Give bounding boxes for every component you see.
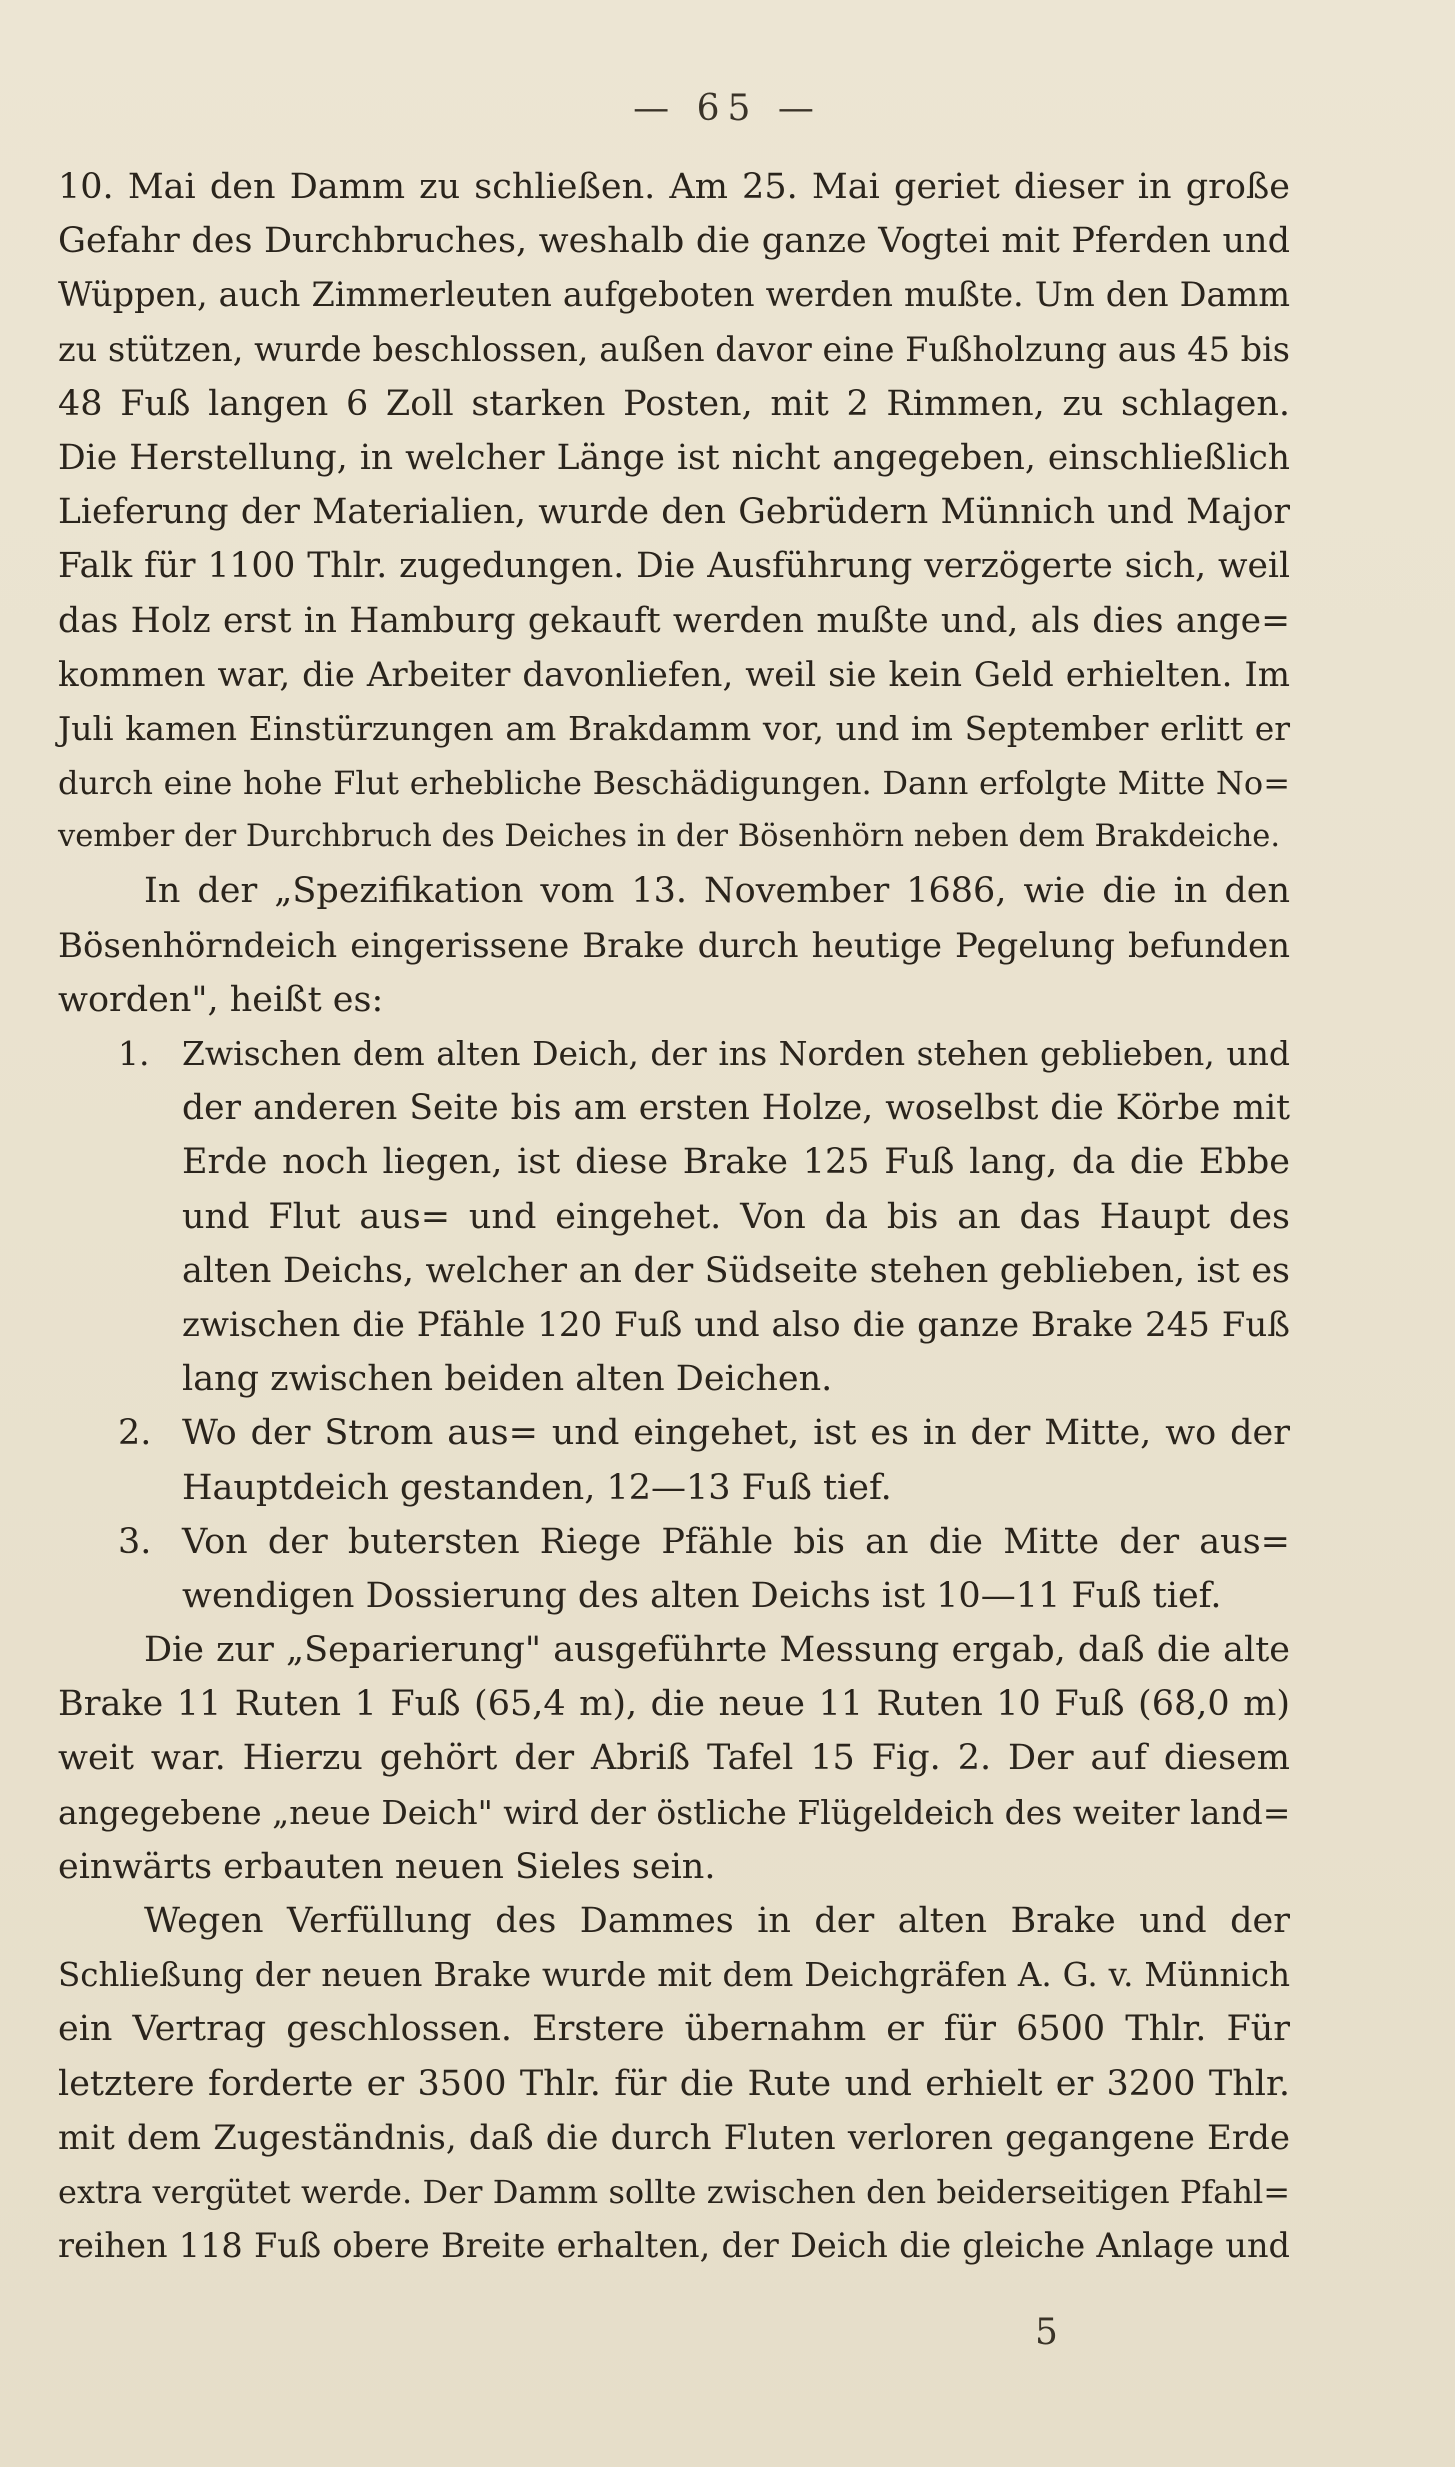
text-line: Schließung der neuen Brake wurde mit dem Deichgräfen A. G. v. Münnich [58, 1956, 1290, 1995]
text-line: reihen 118 Fuß obere Breite erhalten, der Deich die gleiche Anlage und [58, 2226, 1290, 2266]
text-line: Die zur „Separierung" ausgeführte Messung ergab, daß die alte [144, 1630, 1290, 1671]
text-line: Lieferung der Materialien, wurde den Gebrüdern Münnich und Major [58, 492, 1290, 533]
list-item-number: 3. [118, 1521, 152, 1562]
text-line: zwischen die Pfähle 120 Fuß und also die ganze Brake 245 Fuß [182, 1304, 1290, 1345]
list-item [58, 1406, 1290, 1514]
text-line: 48 Fuß langen 6 Zoll starken Posten, mit 2 Rimmen, zu schlagen. [58, 383, 1290, 424]
text-line: 10. Mai den Damm zu schließen. Am 25. Mai geriet dieser in große [58, 167, 1290, 207]
text-line: vember der Durchbruch des Deiches in der Bösenhörn neben dem Brakdeiche. [58, 819, 1281, 855]
list-item [58, 1027, 1290, 1406]
list-item-number: 1. [118, 1034, 150, 1073]
text-line: weit war. Hierzu gehört der Abriß Tafel 15 Fig. 2. Der auf diesem [58, 1738, 1290, 1779]
text-line: Hauptdeich gestanden, 12—13 Fuß tief. [182, 1467, 892, 1508]
list-item-number: 2. [118, 1413, 152, 1454]
text-line: Bösenhörndeich eingerissene Brake durch heutige Pegelung befunden [58, 925, 1290, 966]
text-line: Brake 11 Ruten 1 Fuß (65,4 m), die neue 11 Ruten 10 Fuß (68,0 m) [58, 1684, 1290, 1725]
list-item-text: Von der butersten Riege Pfähle bis an die Mitte der aus= [182, 1521, 1290, 1562]
paragraph [58, 160, 1290, 864]
signature-mark: 5 [1035, 2312, 1058, 2353]
text-line: In der „Spezifikation vom 13. November 1686, wie die in den [144, 871, 1290, 912]
text-line: alten Deichs, welcher an der Südseite stehen geblieben, ist es [182, 1250, 1290, 1291]
text-line: Erde noch liegen, ist diese Brake 125 Fuß lang, da die Ebbe [182, 1142, 1290, 1183]
list-item [58, 1515, 1290, 1623]
text-line: zu stützen, wurde beschlossen, außen davor eine Fußholzung aus 45 bis [58, 329, 1290, 369]
text-line: ein Vertrag geschlossen. Erstere übernahm er für 6500 Thlr. Für [58, 2009, 1290, 2050]
text-line: das Holz erst in Hamburg gekauft werden mußte und, als dies ange= [58, 600, 1290, 641]
page-number-header: — 65 — [633, 88, 822, 129]
text-line: lang zwischen beiden alten Deichen. [182, 1359, 833, 1400]
text-line: kommen war, die Arbeiter davonliefen, weil sie kein Geld erhielten. Im [58, 654, 1290, 695]
page-body [58, 160, 1290, 2273]
text-line: Falk für 1100 Thlr. zugedungen. Die Ausführung verzögerte sich, weil [58, 546, 1290, 587]
paragraph [58, 1623, 1290, 1894]
text-line: Die Herstellung, in welcher Länge ist nicht angegeben, einschließlich [58, 437, 1290, 478]
text-line: mit dem Zugeständnis, daß die durch Fluten verloren gegangene Erde [58, 2117, 1290, 2158]
text-line: Juli kamen Einstürzungen am Brakdamm vor, und im September erlitt er [58, 708, 1290, 748]
paragraph [58, 1894, 1290, 2273]
text-line: Wegen Verfüllung des Dammes in der alten Brake und der [144, 1901, 1290, 1941]
paragraph [58, 864, 1290, 1027]
text-line [58, 1027, 1290, 1081]
list-item-text: Zwischen dem alten Deich, der ins Norden stehen geblieben, und [182, 1034, 1290, 1073]
text-line: einwärts erbauten neuen Sieles sein. [58, 1846, 716, 1887]
text-line: Gefahr des Durchbruches, weshalb die ganze Vogtei mit Pferden und [58, 221, 1290, 262]
text-line: extra vergütet werde. Der Damm sollte zwischen den beiderseitigen Pfahl= [58, 2172, 1290, 2211]
text-line: der anderen Seite bis am ersten Holze, woselbst die Körbe mit [182, 1088, 1290, 1129]
text-line [58, 1515, 1290, 1569]
text-line: und Flut aus= und eingehet. Von da bis an das Haupt des [182, 1196, 1290, 1237]
text-line: Wüppen, auch Zimmerleuten aufgeboten werden mußte. Um den Damm [58, 275, 1290, 315]
text-line: wendigen Dossierung des alten Deichs ist 10—11 Fuß tief. [182, 1575, 1222, 1616]
text-line: angegebene „neue Deich" wird der östliche Flügeldeich des weiter land= [58, 1792, 1291, 1832]
list-item-text: Wo der Strom aus= und eingehet, ist es in der Mitte, wo der [182, 1413, 1290, 1454]
text-line: worden", heißt es: [58, 979, 384, 1020]
text-line [58, 1406, 1290, 1460]
text-line: durch eine hohe Flut erhebliche Beschädigungen. Dann erfolgte Mitte No= [58, 764, 1290, 803]
text-line: letztere forderte er 3500 Thlr. für die Rute und erhielt er 3200 Thlr. [58, 2063, 1290, 2104]
